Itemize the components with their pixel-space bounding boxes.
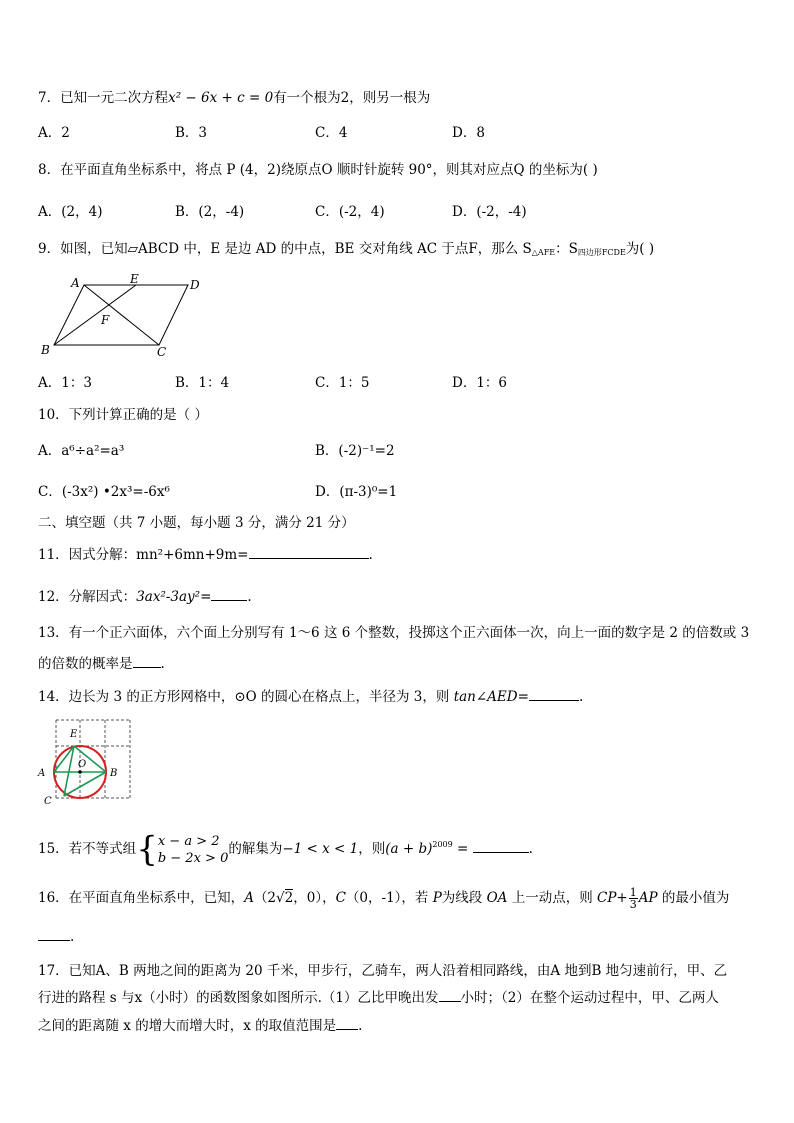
q10-option-a[interactable]: A．a⁶÷a²=a³ [38, 443, 125, 459]
segment-cb [64, 772, 106, 796]
section-title-fill-in: 二、填空题（共 7 小题，每小题 3 分，满分 21 分） [38, 515, 355, 531]
q8-option-d[interactable]: D．(-2，-4) [452, 204, 527, 220]
q9-mid: ：S [555, 241, 578, 257]
q16-t2: 为线段 [441, 890, 487, 906]
q11-answer-blank[interactable] [249, 546, 369, 559]
q9-option-d[interactable]: D．1：6 [452, 375, 508, 391]
label-b: B [41, 343, 50, 357]
q17-text3: 之间的距离随 x 的增大而增大时，x 的取值范围是 [38, 1018, 337, 1034]
q9-option-c[interactable]: C．1：5 [315, 375, 370, 391]
q17-blank-1[interactable] [439, 989, 461, 1002]
q16-sqrt: √2 [276, 890, 294, 906]
q13-text: 的倍数的概率是 [38, 656, 133, 672]
q16-line2 [38, 928, 74, 946]
q16-point-a: A [244, 890, 254, 906]
q13-line2 [38, 655, 165, 673]
q14-stem [38, 688, 583, 706]
q9-sub-afe: △AFE [531, 248, 556, 257]
q12-expression: 3ax²-3ay² [136, 589, 201, 605]
q12-text: 12．分解因式： [38, 589, 137, 605]
q14-answer-blank[interactable] [529, 688, 579, 701]
q10-option-c[interactable]: C．(-3x²) •2x³=-6x⁶ [38, 484, 170, 500]
q14-circle-grid-figure [34, 716, 134, 808]
q15-range: −1 < x < 1 [282, 841, 359, 857]
q15-end: . [528, 841, 533, 857]
q16-t4: 的最小值为 [657, 890, 730, 906]
q16-answer-blank[interactable] [38, 928, 70, 941]
label-c: C [157, 345, 167, 359]
q15-stem [38, 828, 533, 870]
q17-end: . [358, 1018, 363, 1034]
q8-option-b[interactable]: B．(2，-4) [175, 204, 245, 220]
q15-power: 2009 [432, 840, 453, 849]
q11-stem [38, 546, 373, 564]
q13-line1: 13．有一个正六面体，六个面上分别写有 1～6 这 6 个整数，投掷这个正六面体一次，向上一面的数字是 2 的倍数或 3 [38, 625, 750, 641]
q13-answer-blank[interactable] [133, 655, 161, 668]
q13-end: . [160, 656, 165, 672]
q15-text3: ，则 [358, 841, 386, 857]
label-e: E [130, 272, 139, 286]
q7-option-a[interactable]: A．2 [38, 125, 70, 141]
q12-equals: = [200, 589, 212, 605]
q16-t3: 上一动点，则 [507, 890, 598, 906]
q16-segment-oa: OA [486, 890, 508, 906]
q9-option-b[interactable]: B．1：4 [175, 375, 230, 391]
q7-option-d[interactable]: D．8 [452, 125, 485, 141]
q15-answer-blank[interactable] [473, 840, 529, 853]
q9-text: 9．如图，已知▱ABCD 中，E 是边 AD 的中点，BE 交对角线 AC 于点F，那么 S [38, 241, 532, 257]
q16-point-c: C [335, 890, 346, 906]
q15-text2: 的解集为 [228, 841, 283, 857]
q7-stem [38, 89, 430, 107]
q15-row1: x − a > 2 [157, 833, 220, 849]
q17-line3 [38, 1017, 362, 1035]
q7-equation: x² − 6x + c = 0 [168, 90, 274, 106]
q17-text: 行进的路程 s 与x（小时）的函数图象如图所示.（1）乙比甲晚出发 [38, 990, 439, 1006]
label-c: C [44, 796, 52, 807]
q7-option-c[interactable]: C．4 [315, 125, 348, 141]
q8-stem: 8．在平面直角坐标系中，将点 P (4，2)绕原点O 顺时针旋转 90°，则其对应点Q 的坐标为( ) [38, 162, 598, 178]
q10-option-b[interactable]: B．(-2)⁻¹=2 [315, 443, 395, 459]
q16-cp: CP+ [597, 890, 628, 906]
q16-sqrt-value: 2 [284, 890, 294, 906]
label-f: F [101, 313, 110, 327]
q12-stem [38, 588, 252, 606]
q16-numerator: 1 [629, 886, 637, 899]
q15-inequality-system [158, 833, 229, 867]
q16-ap: AP [638, 890, 658, 906]
q8-option-c[interactable]: C．(-2，4) [315, 204, 385, 220]
q12-answer-blank[interactable] [211, 588, 247, 601]
q9-option-a[interactable]: A．1：3 [38, 375, 92, 391]
q16-coord-a2: ，0）， [293, 890, 336, 906]
q16-text: 16．在平面直角坐标系中，已知， [38, 890, 245, 906]
q15-equals: = [452, 841, 473, 857]
q17-line2 [38, 989, 719, 1007]
q16-stem [38, 886, 729, 910]
label-o: O [78, 759, 87, 770]
q8-option-a[interactable]: A．(2，4) [38, 204, 103, 220]
q16-end: . [70, 929, 75, 945]
q9-parallelogram-figure [36, 272, 206, 362]
q14-end: . [578, 689, 584, 705]
q9-tail: 为( ) [625, 241, 655, 257]
q9-sub-fcde: 四边形FCDE [577, 248, 626, 257]
q16-denominator: 3 [629, 898, 637, 911]
q16-coord-a1: （2 [253, 890, 277, 906]
label-a: A [71, 276, 80, 290]
q15-row2: b − 2x > 0 [157, 850, 229, 866]
q15-expression: (a + b) [385, 841, 433, 857]
label-d: D [190, 278, 200, 292]
q17-line1: 17．已知A、B 两地之间的距离为 20 千米，甲步行，乙骑车，两人沿着相同路线，由A 地到B 地匀速前行，甲、乙 [38, 963, 728, 979]
q16-point-p: P [432, 890, 442, 906]
label-a: A [38, 768, 46, 779]
q16-coord-c: （0，-1），若 [345, 890, 433, 906]
q9-stem [38, 240, 654, 262]
label-e: E [70, 729, 78, 740]
q11-end: . [368, 547, 373, 563]
q15-text: 15．若不等式组 [38, 841, 137, 857]
q10-option-d[interactable]: D．(π-3)⁰=1 [315, 484, 398, 500]
q12-end: . [247, 589, 252, 605]
label-b: B [110, 768, 118, 779]
q14-text: 14．边长为 3 的正方形网格中，⊙O 的圆心在格点上，半径为 3，则 [38, 689, 454, 705]
q11-text: 11．因式分解：mn²+6mn+9m= [38, 547, 249, 563]
q14-expression: tan∠AED= [453, 689, 529, 705]
q10-stem: 10．下列计算正确的是（ ） [38, 407, 208, 423]
q16-fraction [629, 887, 638, 910]
q7-prefix: 7．已知一元二次方程 [38, 90, 169, 106]
q15-brace: { [136, 829, 158, 870]
q7-suffix: 有一个根为2，则另一根为 [273, 90, 431, 106]
q7-option-b[interactable]: B．3 [175, 125, 208, 141]
q17-blank-2[interactable] [336, 1017, 358, 1030]
q17-text2: 小时；（2）在整个运动过程中，甲、乙两人 [460, 990, 719, 1006]
